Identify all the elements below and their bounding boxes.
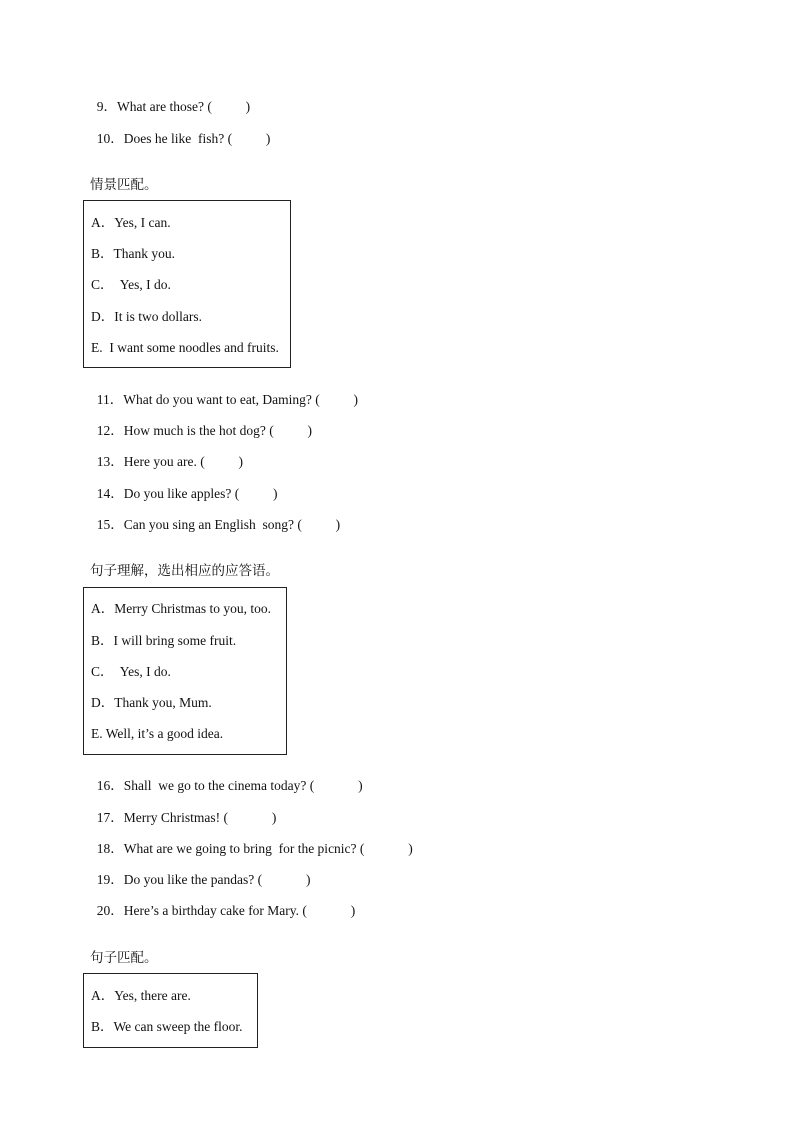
- option-e: E. I want some noodles and fruits.: [91, 340, 279, 355]
- question-number: 14．: [96, 486, 124, 501]
- question-10: [90, 115, 270, 147]
- question-18: [90, 825, 413, 857]
- question-number: 13．: [96, 454, 124, 469]
- option-a: A．Yes, there are.: [91, 988, 191, 1003]
- question-text: What are those? ( ): [117, 99, 251, 114]
- section-heading-scenario-matching: 情景匹配。: [90, 177, 158, 193]
- question-text: Shall we go to the cinema today? ( ): [123, 778, 363, 793]
- option-c: C． Yes, I do.: [91, 664, 171, 679]
- question-number: 20．: [96, 903, 124, 918]
- question-text: Merry Christmas! ( ): [123, 810, 277, 825]
- options-box-section3: [83, 973, 258, 1048]
- question-15: [90, 501, 340, 533]
- question-text: Here’s a birthday cake for Mary. ( ): [123, 903, 356, 918]
- question-16: [90, 762, 363, 794]
- section-heading-sentence-matching: 句子匹配。: [90, 950, 158, 966]
- section-heading-sentence-comprehension: 句子理解，选出相应的应答语。: [90, 563, 279, 579]
- question-text: Do you like the pandas? ( ): [123, 872, 311, 887]
- question-number: 18．: [96, 841, 124, 856]
- question-number: 12．: [96, 423, 124, 438]
- question-text: What are we going to bring for the picnic? ( ): [123, 841, 413, 856]
- question-number: 11．: [96, 392, 124, 407]
- question-11: [90, 376, 358, 408]
- question-13: [90, 438, 243, 470]
- question-text: How much is the hot dog? ( ): [123, 423, 312, 438]
- question-number: 19．: [96, 872, 124, 887]
- question-text: Does he like fish? ( ): [123, 131, 271, 146]
- options-box-section1: [83, 200, 291, 368]
- question-number: 16．: [96, 778, 124, 793]
- option-a: A．Yes, I can.: [91, 215, 171, 230]
- question-text: Do you like apples? ( ): [123, 486, 278, 501]
- option-d: D．Thank you, Mum.: [91, 695, 212, 710]
- option-e: E. Well, it’s a good idea.: [91, 726, 224, 741]
- question-text: What do you want to eat, Daming? ( ): [123, 392, 358, 407]
- option-b: B．We can sweep the floor.: [91, 1019, 243, 1034]
- question-14: [90, 470, 277, 502]
- question-text: Can you sing an English song? ( ): [123, 517, 341, 532]
- option-d: D．It is two dollars.: [91, 309, 202, 324]
- question-17: [90, 794, 276, 826]
- option-b: B．Thank you.: [91, 246, 175, 261]
- question-9: [90, 83, 250, 115]
- option-c: C． Yes, I do.: [91, 277, 171, 292]
- question-12: [90, 407, 312, 439]
- question-number: 9．: [96, 99, 117, 114]
- option-b: B．I will bring some fruit.: [91, 633, 237, 648]
- question-number: 15．: [96, 517, 124, 532]
- question-20: [90, 887, 355, 919]
- option-a: A．Merry Christmas to you, too.: [91, 601, 271, 616]
- question-number: 10．: [96, 131, 124, 146]
- question-text: Here you are. ( ): [123, 454, 243, 469]
- options-box-section2: [83, 587, 287, 755]
- question-number: 17．: [96, 810, 124, 825]
- question-19: [90, 856, 310, 888]
